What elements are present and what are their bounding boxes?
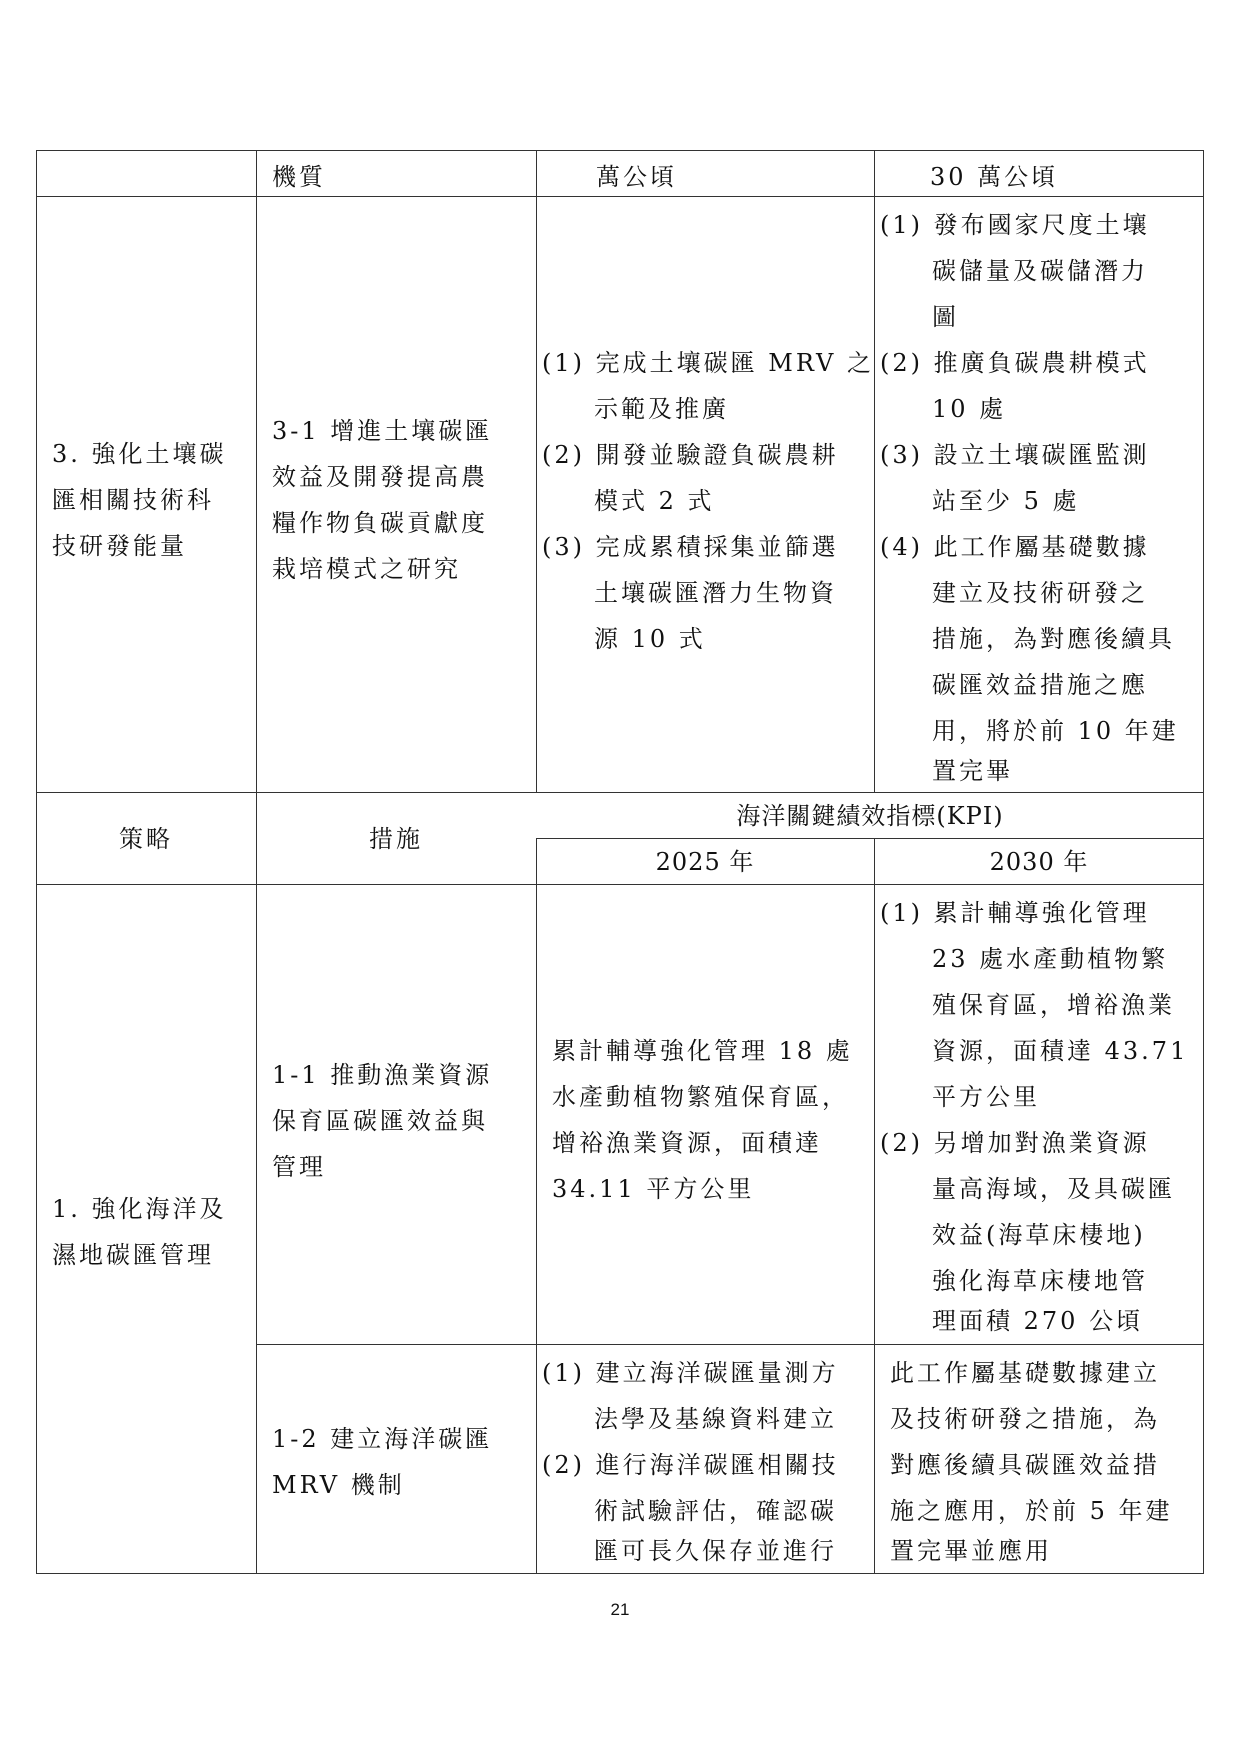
kpi-2025-cell: 模式 2 式	[594, 487, 715, 515]
kpi-2030-cell: 強化海草床棲地管	[932, 1267, 1148, 1295]
kpi-2025-cell: 增裕漁業資源，面積達	[552, 1129, 822, 1157]
kpi-2025-cell: (2) 進行海洋碳匯相關技	[542, 1451, 839, 1479]
header-year-2025: 2025 年	[655, 848, 755, 876]
header-strategy: 策略	[119, 825, 173, 853]
strategy-cell: 濕地碳匯管理	[52, 1241, 214, 1269]
kpi-2025-cell: (3) 完成累積採集並篩選	[542, 533, 839, 561]
kpi-2030-cell: (2) 推廣負碳農耕模式	[880, 349, 1150, 377]
kpi-2025-cell: 累計輔導強化管理 18 處	[552, 1037, 853, 1065]
column-divider	[536, 150, 537, 792]
kpi-2030-cell: 殖保育區，增裕漁業	[932, 991, 1175, 1019]
kpi-2030-cell: 對應後續具碳匯效益措	[890, 1451, 1160, 1479]
measure-continued: 機質	[272, 163, 326, 191]
kpi-2030-cell: 措施，為對應後續具	[932, 625, 1175, 653]
column-divider	[874, 838, 875, 1574]
kpi-2030-cell: 平方公里	[932, 1083, 1040, 1111]
kpi-2030-cell: (2) 另增加對漁業資源	[880, 1129, 1150, 1157]
column-divider	[536, 838, 537, 1574]
kpi-2025-cell: (1) 完成土壤碳匯 MRV 之	[542, 349, 875, 377]
kpi-2030-cell: 10 處	[932, 395, 1007, 423]
kpi-2025-cell: 法學及基線資料建立	[594, 1405, 837, 1433]
kpi-2030-cell: 置完畢	[932, 757, 1013, 785]
measure-cell: 栽培模式之研究	[272, 555, 461, 583]
measure-cell: 糧作物負碳貢獻度	[272, 509, 488, 537]
strategy-cell: 1. 強化海洋及	[52, 1195, 227, 1223]
kpi-2025-cell: 土壤碳匯潛力生物資	[594, 579, 837, 607]
kpi-2025-continued: 萬公頃	[596, 163, 677, 191]
kpi-2025-cell: 源 10 式	[594, 625, 706, 653]
header-year-2030: 2030 年	[989, 848, 1089, 876]
strategy-cell: 匯相關技術科	[52, 486, 214, 514]
kpi-2025-cell: 術試驗評估，確認碳	[594, 1497, 837, 1525]
kpi-2030-cell: 量高海域，及具碳匯	[932, 1175, 1175, 1203]
header-measure: 措施	[369, 825, 423, 853]
page-number: 21	[610, 1600, 630, 1619]
measure-cell: 1-1 推動漁業資源	[272, 1061, 493, 1089]
kpi-2030-cell: 置完畢並應用	[890, 1537, 1052, 1565]
kpi-2030-cell: 碳匯效益措施之應	[932, 671, 1148, 699]
kpi-2030-cell: (1) 累計輔導強化管理	[880, 899, 1150, 927]
strategy-cell: 技研發能量	[52, 532, 187, 560]
kpi-2025-cell: 示範及推廣	[594, 395, 729, 423]
kpi-2030-cell: 23 處水產動植物繁	[932, 945, 1169, 973]
measure-cell: MRV 機制	[272, 1471, 405, 1499]
column-divider	[874, 150, 875, 792]
kpi-2030-cell: 碳儲量及碳儲潛力	[932, 257, 1148, 285]
kpi-2025-cell: 34.11 平方公里	[552, 1175, 755, 1203]
kpi-2030-cell: 此工作屬基礎數據建立	[890, 1359, 1160, 1387]
kpi-2030-cell: 效益(海草床棲地)	[932, 1221, 1146, 1249]
kpi-2030-cell: 用，將於前 10 年建	[932, 717, 1179, 745]
measure-cell: 管理	[272, 1153, 326, 1181]
kpi-2030-cell: 理面積 270 公頃	[932, 1307, 1144, 1335]
kpi-2030-cell: 圖	[932, 303, 959, 331]
kpi-2030-cell: (3) 設立土壤碳匯監測	[880, 441, 1150, 469]
kpi-2025-cell: (1) 建立海洋碳匯量測方	[542, 1359, 839, 1387]
kpi-2025-cell: 水產動植物繁殖保育區，	[552, 1083, 849, 1111]
kpi-2030-cell: 資源，面積達 43.71	[932, 1037, 1189, 1065]
kpi-2030-cell: 站至少 5 處	[932, 487, 1080, 515]
measure-cell: 1-2 建立海洋碳匯	[272, 1425, 493, 1453]
header-kpi-title: 海洋關鍵績效指標(KPI)	[736, 802, 1004, 830]
measure-cell: 保育區碳匯效益與	[272, 1107, 488, 1135]
kpi-2030-cell: 施之應用，於前 5 年建	[890, 1497, 1173, 1525]
kpi-2025-cell: (2) 開發並驗證負碳農耕	[542, 441, 839, 469]
kpi-2030-cell: (4) 此工作屬基礎數據	[880, 533, 1150, 561]
kpi-2030-cell: 建立及技術研發之	[932, 579, 1148, 607]
kpi-2030-cell: (1) 發布國家尺度土壤	[880, 211, 1150, 239]
measure-cell: 效益及開發提高農	[272, 463, 488, 491]
row-divider	[256, 1344, 1204, 1345]
kpi-2025-cell: 匯可長久保存並進行	[594, 1537, 837, 1565]
kpi-2030-continued: 30 萬公頃	[930, 163, 1059, 191]
kpi-2030-cell: 及技術研發之措施，為	[890, 1405, 1160, 1433]
strategy-cell: 3. 強化土壤碳	[52, 440, 227, 468]
measure-cell: 3-1 增進土壤碳匯	[272, 417, 493, 445]
column-divider	[256, 150, 257, 1574]
